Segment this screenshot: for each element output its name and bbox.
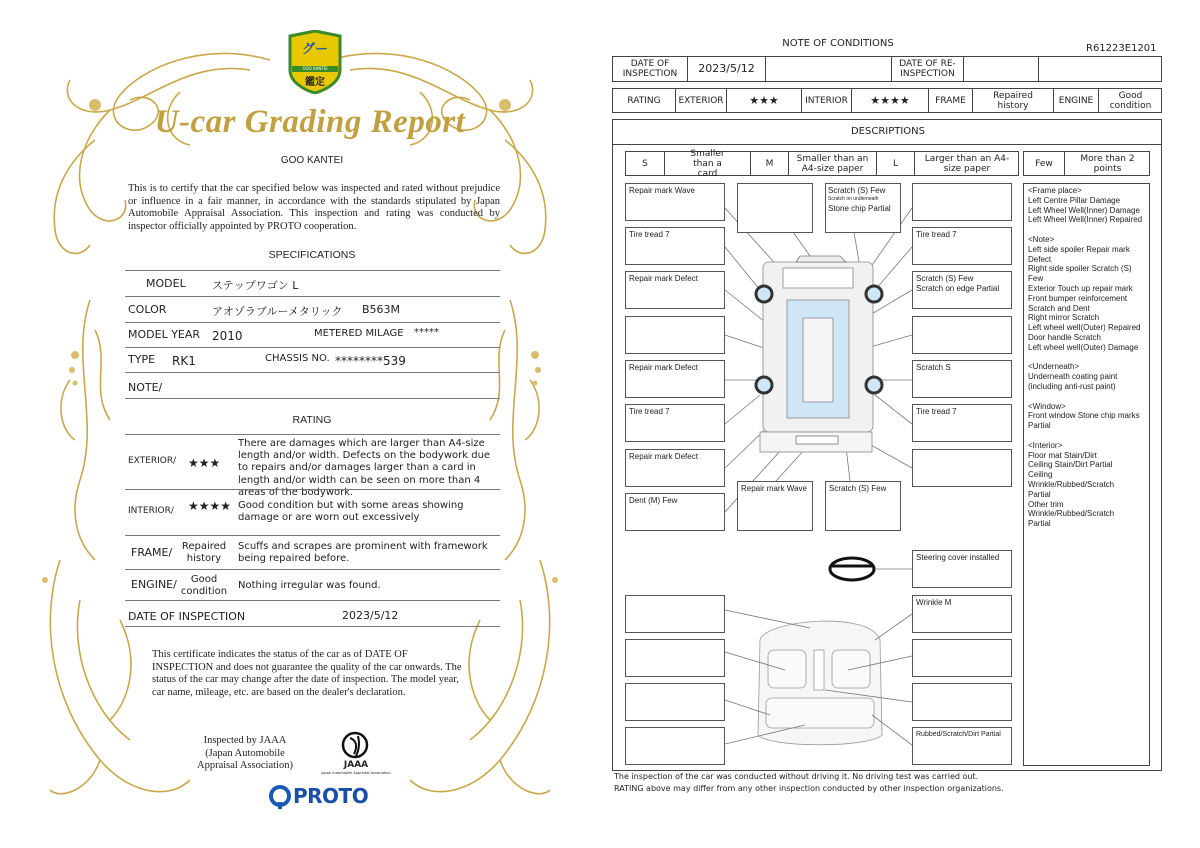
ext-box-text: Scratch (S) Few	[828, 186, 886, 195]
notes-line: Floor mat Stain/Dirt	[1028, 450, 1097, 460]
notes-line	[1028, 431, 1145, 441]
exterior-label: EXTERIOR	[675, 89, 726, 112]
divider	[125, 322, 500, 323]
goo-kantei-badge	[286, 30, 344, 94]
mileage-label: METERED MILAGE	[314, 328, 404, 339]
ext-box-text: Scratch on edge Partial	[916, 284, 1000, 293]
int-box-left-3	[625, 683, 725, 721]
notes-line: Wrinkle/Rubbed/Scratch	[1028, 509, 1115, 519]
ext-box-tire-fr: Tire tread 7	[912, 227, 1012, 265]
exterior-stars: ★★★	[188, 456, 221, 470]
badge-top-text: グー	[301, 42, 328, 57]
notes-line: Partial	[1028, 421, 1051, 431]
proto-q-icon	[268, 784, 292, 810]
badge-bottom-text: 鑑定	[305, 77, 325, 88]
legend-m-desc: Smaller than an A4-size paper	[788, 152, 876, 175]
divider	[125, 372, 500, 373]
exterior-description: There are damages which are larger than A4-size length and/or width. Defects on the bodywork due to repairs and/or damages larger than a card in length and/or width can be seen on more than 4 areas of the bodywork.	[238, 438, 491, 498]
notes-line: Left wheel well(Outer) Repaired	[1028, 323, 1141, 333]
notes-line: Left Centre Pillar Damage	[1028, 195, 1121, 205]
divider	[125, 270, 500, 271]
notes-line: Defect	[1028, 254, 1052, 264]
divider	[125, 489, 500, 490]
reinspection-label: DATE OF RE-INSPECTION	[891, 57, 963, 81]
frame-label: FRAME	[928, 89, 972, 112]
note-label: NOTE/	[128, 381, 163, 394]
exterior-label: EXTERIOR/	[128, 456, 177, 466]
notes-line: <Window>	[1028, 401, 1066, 411]
frame-label: FRAME/	[131, 546, 173, 559]
notes-line: Right mirror Scratch	[1028, 313, 1100, 323]
ext-box-tire-fl: Tire tread 7	[625, 227, 725, 265]
jaaa-logo-text: JAAA	[343, 760, 369, 770]
chassis-label: CHASSIS NO.	[265, 353, 330, 364]
model-year-label: MODEL YEAR	[128, 328, 201, 341]
legend-l: L	[876, 152, 914, 175]
ext-box-front-left: Repair mark Wave	[625, 183, 725, 221]
model-value: ステップワゴン L	[212, 279, 299, 292]
ext-box-left-front: Repair mark Defect	[625, 271, 725, 309]
notes-line: Right side spoiler Scratch (S)	[1028, 264, 1132, 274]
interior-label: INTERIOR/	[128, 506, 174, 516]
type-label: TYPE	[128, 353, 156, 366]
ext-box-rear-bottom-left: Dent (M) Few	[625, 493, 725, 531]
chassis-value: ********539	[335, 354, 406, 368]
divider	[125, 296, 500, 297]
notes-line: Ceiling Stain/Dirt Partial	[1028, 460, 1113, 470]
rating-label: RATING	[627, 95, 661, 106]
model-label: MODEL	[146, 277, 186, 290]
condition-sheet	[600, 0, 1200, 848]
notes-line: <Interior>	[1028, 440, 1063, 450]
notes-line: Left side spoiler Repair mark	[1028, 244, 1130, 254]
ext-box-front-right	[912, 183, 1012, 221]
report-code: R61223E1201	[1086, 43, 1157, 54]
ext-box-text: Scratch (S) Few	[916, 274, 974, 283]
legend-l-desc: Larger than an A4-size paper	[914, 152, 1019, 175]
ext-box-rear-center-left: Repair mark Wave	[737, 481, 813, 531]
int-box-right-2	[912, 639, 1012, 677]
ext-box-subtext: Scratch on underneath	[828, 196, 879, 202]
proto-logo	[268, 784, 378, 812]
footnote-2: RATING above may differ from any other inspection conducted by other inspection organizations.	[614, 784, 1004, 793]
notes-line: Other trim	[1028, 499, 1064, 509]
int-box-left-2	[625, 639, 725, 677]
notes-line: Left Wheel Well(Inner) Damage	[1028, 205, 1140, 215]
color-value: アオゾラブルーメタリック	[212, 305, 343, 318]
notes-line: Wrinkle/Rubbed/Scratch	[1028, 479, 1115, 489]
interior-stars: ★★★★	[851, 89, 928, 112]
legend-s-desc: Smaller than a card	[664, 152, 750, 175]
notes-line: Underneath coating paint	[1028, 372, 1118, 382]
ext-box-rear-left: Repair mark Defect	[625, 449, 725, 487]
rating-heading: RATING	[292, 414, 332, 426]
interior-stars: ★★★★	[188, 499, 232, 513]
legend-s: S	[642, 158, 648, 169]
notes-line: Front window Stone chip marks	[1028, 411, 1140, 421]
notes-line: <Frame place>	[1028, 186, 1082, 195]
int-box-left-1	[625, 595, 725, 633]
interior-description: Good condition but with some areas showing damage or are worn out excessively	[238, 500, 464, 524]
ext-box-rear-right	[912, 449, 1012, 487]
legend-few: Few	[1035, 158, 1053, 169]
notes-line: Partial	[1028, 489, 1051, 499]
notes-line: Door handle Scratch	[1028, 332, 1101, 342]
divider	[125, 398, 500, 399]
divider	[125, 569, 500, 570]
conditions-heading: NOTE OF CONDITIONS	[782, 38, 894, 49]
report-title: U-car Grading Report	[154, 104, 466, 140]
exterior-stars: ★★★	[726, 89, 801, 112]
notes-line: Partial	[1028, 519, 1051, 529]
ext-box-tire-rl: Tire tread 7	[625, 404, 725, 442]
divider	[125, 600, 500, 601]
int-box-steering: Steering cover installed	[912, 550, 1012, 588]
frame-value: Repaired history	[972, 89, 1053, 112]
intro-paragraph: This is to certify that the car specified below was inspected and rated without prejudice or influence in a fair manner, in accordance with the standards stipulated by Japan Automobile Appraisal Association. This inspection and rating was conducted by inspector officially appointed by PROTO cooperation.	[128, 183, 500, 232]
engine-value: Good condition	[1098, 89, 1162, 112]
date-inspection-label: DATE OF INSPECTION	[622, 59, 678, 79]
ext-box-right-rear: Scratch S	[912, 360, 1012, 398]
notes-line: Few	[1028, 274, 1044, 284]
specifications-heading: SPECIFICATIONS	[268, 249, 356, 261]
notes-line: (including anti-rust paint)	[1028, 381, 1116, 391]
notes-line: Exterior Touch up repair mark	[1028, 283, 1133, 293]
divider	[125, 347, 500, 348]
divider	[125, 434, 500, 435]
frame-description: Scuffs and scrapes are prominent with framework being repaired before.	[238, 541, 488, 565]
mileage-value: *****	[414, 327, 439, 338]
int-box-right-4: Rubbed/Scratch/Dirt Partial	[912, 727, 1012, 765]
inspection-date-value: 2023/5/12	[342, 609, 399, 622]
ext-box-right-front	[912, 271, 1012, 309]
engine-label: ENGINE/	[131, 578, 177, 591]
notes-line	[1028, 392, 1145, 402]
notes-line: Front bumper reinforcement	[1028, 293, 1128, 303]
steering-wheel-icon	[830, 558, 874, 580]
int-box-left-4	[625, 727, 725, 765]
notes-line: <Note>	[1028, 234, 1055, 244]
descriptions-heading: DESCRIPTIONS	[850, 126, 926, 137]
report-subtitle: GOO KANTEI	[280, 155, 344, 166]
jaaa-logo-subtext: Japan Automobile Appraisal Association	[321, 771, 391, 775]
footer-paragraph: This certificate indicates the status of the car as of DATE OF INSPECTION and does not guarantee the quality of the car onwards. The status of the car may change after the date of inspection. The model year, car name, mileage, etc. are based on the dealer's declaration.	[152, 649, 462, 698]
badge-ribbon-text: GOO KANTEI	[302, 66, 328, 71]
notes-line	[1028, 225, 1145, 235]
engine-description: Nothing irregular was found.	[238, 580, 381, 591]
ext-box-front-center-left	[737, 183, 813, 233]
notes-line	[1028, 353, 1145, 363]
notes-line: Left wheel well(Outer) Damage	[1028, 342, 1139, 352]
proto-logo-text: PROTO	[293, 784, 369, 808]
ext-box-left-mid	[625, 316, 725, 354]
int-box-right-1: Wrinkle M	[912, 595, 1012, 633]
frame-value: Repaired history	[181, 541, 227, 564]
notes-panel	[1023, 183, 1150, 766]
notes-line: Ceiling	[1028, 470, 1053, 480]
notes-line: <Underneath>	[1028, 362, 1080, 372]
notes-line: Scratch and Dent	[1028, 303, 1090, 313]
inspection-date-label: DATE OF INSPECTION	[128, 610, 246, 623]
color-label: COLOR	[128, 303, 167, 316]
int-box-right-3	[912, 683, 1012, 721]
inspected-by-text: Inspected by JAAA (Japan Automobile Appraisal Association)	[197, 735, 293, 772]
model-year-value: 2010	[212, 329, 243, 343]
ext-box-tire-rr: Tire tread 7	[912, 404, 1012, 442]
ext-box-front-center-right	[825, 183, 901, 233]
divider	[125, 535, 500, 536]
ext-box-right-mid	[912, 316, 1012, 354]
jaaa-logo	[316, 730, 396, 780]
ext-box-text: Stone chip Partial	[828, 204, 891, 213]
notes-line: Left Wheel Well(Inner) Repaired	[1028, 215, 1143, 225]
ext-box-rear-center-right: Scratch (S) Few	[825, 481, 901, 531]
ext-box-left-rear: Repair mark Defect	[625, 360, 725, 398]
engine-label: ENGINE	[1053, 89, 1098, 112]
type-value: RK1	[172, 354, 196, 368]
jaaa-emblem-icon	[340, 730, 370, 760]
color-code: B563M	[362, 303, 401, 316]
legend-few-desc: More than 2 points	[1064, 152, 1150, 175]
legend-m: M	[750, 152, 788, 175]
engine-value: Good condition	[180, 574, 228, 597]
interior-label: INTERIOR	[801, 89, 851, 112]
date-inspection-value: 2023/5/12	[687, 57, 765, 81]
footnote-1: The inspection of the car was conducted without driving it. No driving test was carried out.	[614, 772, 979, 781]
divider	[125, 626, 500, 627]
